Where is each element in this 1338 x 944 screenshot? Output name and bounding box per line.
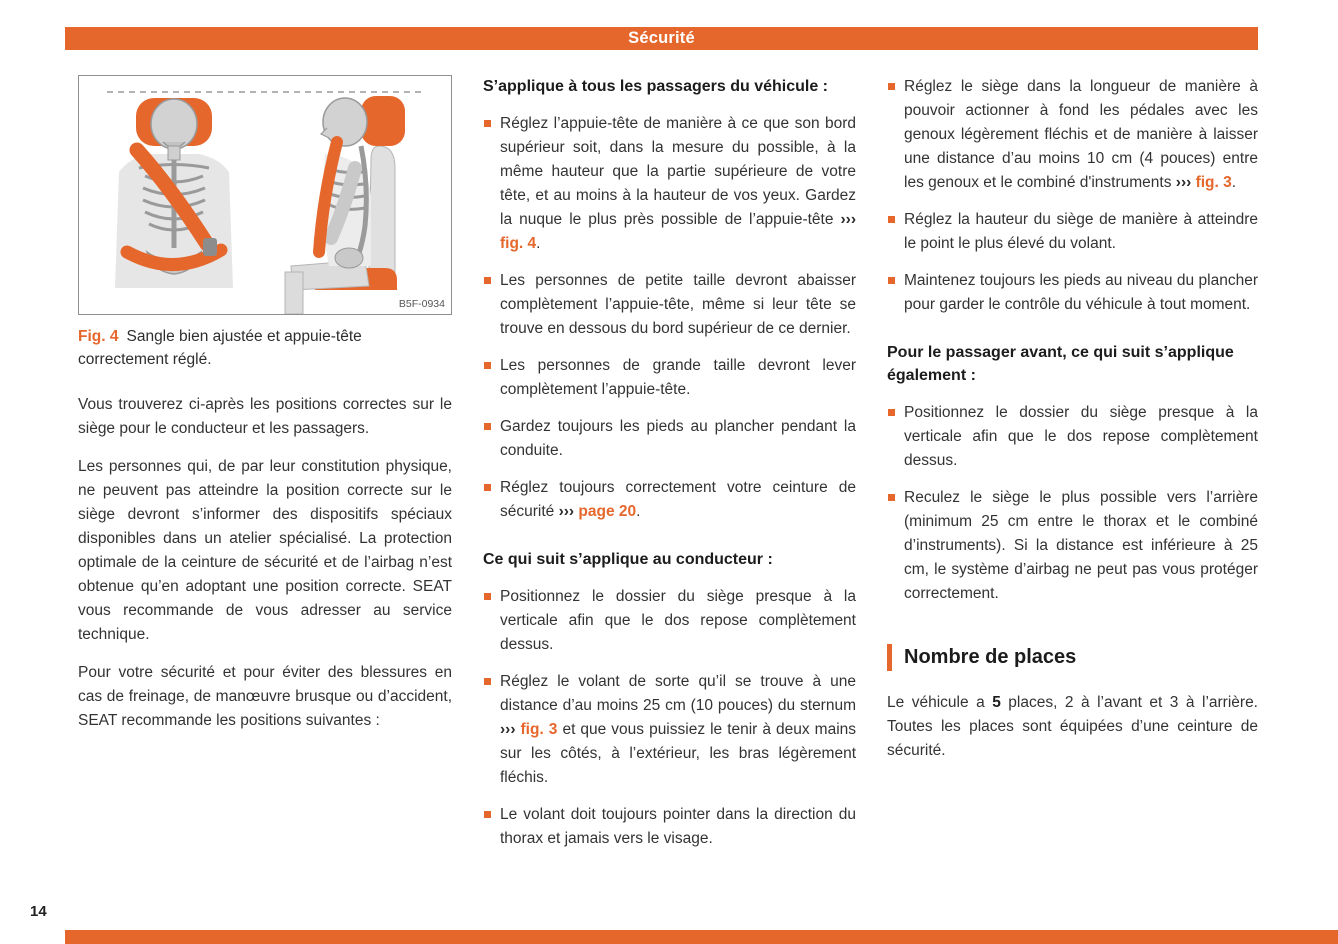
list-item [483,354,856,402]
seats-text: Le véhicule a [887,694,993,711]
list-item [483,585,856,657]
figure-4-frame [78,75,452,315]
heading-front-passenger: Pour le passager avant, ce qui suit s’applique également : [887,344,1234,384]
section-title-nombre-de-places: Nombre de places [887,644,1258,671]
front-view-skeleton [115,98,233,288]
figure-caption-label: Fig. 4 [78,328,119,345]
seats-text: places, 2 à l’avant et 3 à l’arrière. Toutes les places sont équipées d’une ceinture de sécurité. [887,694,1258,759]
seats-paragraph [887,691,1258,763]
driver-list [483,585,856,851]
cross-ref-arrows: ››› [500,721,521,738]
list-item [887,269,1258,317]
bullet-text: Les personnes de petite taille devront abaisser complètement l’appuie-tête, même si leur tête se trouve en dessous du bord supérieur de ce dernier. [500,272,856,337]
page-number: 14 [30,903,47,920]
bullet-text: Les personnes de grande taille devront lever complètement l’appuie-tête. [500,357,856,398]
cross-ref-arrows: ››› [1175,174,1196,191]
page-footer-bar [65,930,1338,944]
bullet-text: Positionnez le dossier du siège presque à la verticale afin que le dos repose complètement dessus. [904,404,1258,469]
intro-paragraph-1: Vous trouverez ci-après les positions correctes sur le siège pour le conducteur et les passagers. [78,396,452,437]
bullet-square-icon [484,120,491,127]
bullet-text: . [536,235,541,252]
bullet-square-icon [484,423,491,430]
column-middle [483,75,856,864]
chapter-title: Sécurité [628,29,695,47]
cross-ref-link: fig. 3 [1195,174,1232,191]
list-item [887,401,1258,473]
column-left [78,75,452,864]
cross-ref-arrows: ››› [558,503,579,520]
cross-ref-link: page 20 [578,503,637,520]
bullet-text: et que vous puissiez le tenir à deux mains sur les côtés, à l’extérieur, les bras légèrement fléchis. [500,721,857,786]
figure-code: B5F-0934 [398,298,445,310]
cross-ref-arrows: ››› [840,211,856,228]
driver-list-continued [887,75,1258,317]
heading-all-passengers: S’applique à tous les passagers du véhicule : [483,78,828,95]
bullet-square-icon [888,277,895,284]
bullet-text: Réglez le siège dans la longueur de manière à pouvoir actionner à fond les pédales avec les genoux légèrement fléchis et de manière à laisser une distance d’au moins 10 cm (4 pouces) entre les genoux et le combiné d'instruments [904,78,1258,191]
figure-caption [78,325,452,371]
bullet-text: . [636,503,641,520]
bullet-square-icon [888,409,895,416]
bullet-square-icon [484,484,491,491]
list-item [483,112,856,256]
seatbelt-skeleton-illustration [79,76,451,314]
seats-count: 5 [992,694,1001,711]
bullet-square-icon [484,678,491,685]
list-item [483,803,856,851]
cross-ref-link: fig. 3 [520,721,558,738]
bullet-text: Reculez le siège le plus possible vers l’arrière (minimum 25 cm entre le thorax et le combiné d’instruments). Si la distance est inférieure à 25 cm, le système d’airbag ne peut pas vous protéger correctement. [904,489,1258,602]
bullet-square-icon [484,277,491,284]
bullet-square-icon [484,811,491,818]
intro-paragraph-3: Pour votre sécurité et pour éviter des blessures en cas de freinage, de manœuvre brusque ou d’accident, SEAT recommande les positions suivantes : [78,664,452,729]
front-passenger-list [887,401,1258,606]
list-item [483,670,856,790]
bullet-text: Gardez toujours les pieds au plancher pendant la conduite. [500,418,856,459]
bullet-square-icon [888,83,895,90]
bullet-text: Réglez toujours correctement votre ceinture de sécurité [500,479,856,520]
list-item [483,476,856,524]
bullet-text: Positionnez le dossier du siège presque à la verticale afin que le dos repose complètement dessus. [500,588,856,653]
heading-driver: Ce qui suit s’applique au conducteur : [483,551,773,568]
chapter-header-bar [65,27,1258,50]
bullet-square-icon [484,593,491,600]
bullet-square-icon [484,362,491,369]
bullet-square-icon [888,494,895,501]
all-passengers-list [483,112,856,524]
page-content [78,75,1258,864]
list-item [483,415,856,463]
figure-4 [78,75,452,371]
side-view-skeleton [285,96,405,314]
bullet-text: Le volant doit toujours pointer dans la direction du thorax et jamais vers le visage. [500,806,856,847]
column-right [887,75,1258,864]
intro-paragraph-2: Les personnes qui, de par leur constitution physique, ne peuvent pas atteindre la position correcte sur le siège devront s’informer des dispositifs spéciaux disponibles dans un atelier spécialisé. La protection optimale de la ceinture de sécurité et de l’airbag n’est obtenue qu’en adoptant une position correcte. SEAT vous recommande de vous adresser au service technique. [78,458,452,643]
bullet-text: Réglez la hauteur du siège de manière à atteindre le point le plus élevé du volant. [904,211,1258,252]
cross-ref-link: fig. 4 [500,235,537,252]
list-item [483,269,856,341]
bullet-text: Réglez l’appuie-tête de manière à ce que son bord supérieur soit, dans la mesure du possible, à la même hauteur que la partie supérieure de votre tête, et au moins à la hauteur de vos yeux. Gardez la nuque le plus près possible de l’appuie-tête [500,115,856,228]
list-item [887,75,1258,195]
bullet-text: Maintenez toujours les pieds au niveau du plancher pour garder le contrôle du véhicule à tout moment. [904,272,1258,313]
figure-caption-text: Sangle bien ajustée et appuie-tête correctement réglé. [78,328,362,368]
bullet-square-icon [888,216,895,223]
list-item [887,208,1258,256]
bullet-text: Réglez le volant de sorte qu’il se trouve à une distance d’au moins 25 cm (10 pouces) du sternum [500,673,856,714]
bullet-text: . [1231,174,1237,191]
list-item [887,486,1258,606]
